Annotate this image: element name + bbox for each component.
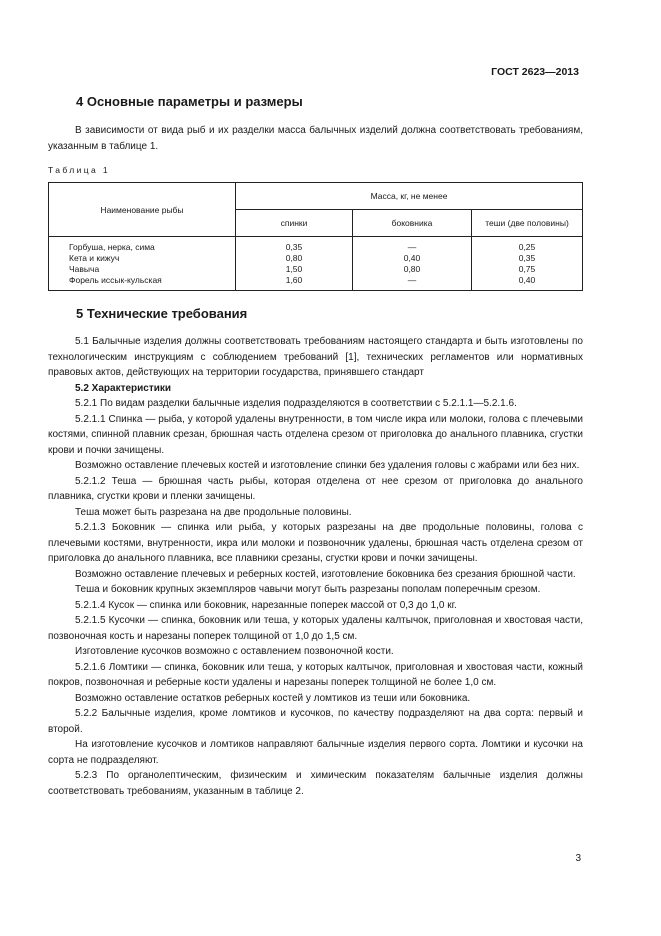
section-4-intro: В зависимости от вида рыб и их разделки масса балычных изделий должна соответствовать требованиям, указанным в таблице 1. <box>48 125 583 152</box>
fish-names-cell <box>49 237 236 291</box>
table-1 <box>48 182 583 291</box>
fish-name: Форель иссык-кульская <box>69 275 162 285</box>
table-value: 0,40 <box>403 253 421 263</box>
paragraph-5-2-1-6: 5.2.1.6 Ломтики — спинка, боковник или теша, у которых калтычок, приголовная и хвостовая части, кожный покров, позвоночная и реберные кости удалены и нарезаны поперек толщиной не более 1,0 см. <box>48 661 583 688</box>
table-value: 0,35 <box>518 253 536 263</box>
table-value: 0,75 <box>518 264 536 274</box>
table-value: 0,80 <box>403 264 421 274</box>
fish-name: Кета и кижуч <box>69 253 120 263</box>
values-col-2 <box>353 237 472 291</box>
paragraph-5-2-1-3: 5.2.1.3 Боковник — спинка или рыба, у которых разрезаны на две продольные половины, голова с плечевыми костями, внутренности, икра или молоки и позвоночник удалены, брюшная часть отделена срезом от приголовка до анального плавника, все плавники срезаны, сгустки крови и почки зачищены. <box>48 522 583 564</box>
table-header-col-2: боковника <box>353 210 472 237</box>
paragraph-5-2-1-2: 5.2.1.2 Теша — брюшная часть рыбы, которая отделена от нее срезом от приголовка до анального плавника, сгустки крови и пленки зачищены. <box>48 475 583 502</box>
table-value: 1,50 <box>285 264 303 274</box>
paragraph-5-2-1-3-note-2: Теша и боковник крупных экземпляров чавычи могут быть разрезаны пополам поперечным срезом. <box>75 584 541 595</box>
table-body-row <box>49 237 583 291</box>
subsection-5-2-title: 5.2 Характеристики <box>75 382 172 394</box>
paragraph-5-2-1-6-note: Возможно оставление остатков реберных костей у ломтиков из теши или боковника. <box>75 692 471 704</box>
table-value: 1,60 <box>285 275 303 285</box>
section-4-title: 4 Основные параметры и размеры <box>76 94 303 109</box>
table-header-name: Наименование рыбы <box>49 183 236 237</box>
fish-name: Горбуша, нерка, сима <box>69 242 155 252</box>
values-col-3 <box>472 237 583 291</box>
paragraph-5-2-1-5: 5.2.1.5 Кусочки — спинка, боковник или теша, у которых удалены калтычок, приголовная и хвостовая части, позвоночная кость и нарезаны поперек толщиной от 1,0 до 1,5 см. <box>48 615 583 642</box>
table-header-col-1: спинки <box>236 210 353 237</box>
paragraph-5-2-1-3-note-1: Возможно оставление плечевых и реберных костей, изготовление боковника без срезания брюшной части. <box>75 568 576 580</box>
table-value: — <box>407 242 417 252</box>
paragraph-5-2-1-4: 5.2.1.4 Кусок — спинка или боковник, нарезанные поперек массой от 0,3 до 1,0 кг. <box>75 599 457 611</box>
paragraph-5-2-3: 5.2.3 По органолептическим, физическим и химическим показателям балычные изделия должны соответствовать требованиям, указанным в таблице 2. <box>48 770 583 797</box>
section-5-title: 5 Технические требования <box>76 306 248 321</box>
values-col-1 <box>236 237 353 291</box>
paragraph-5-2-1: 5.2.1 По видам разделки балычные изделия подразделяются в соответствии с 5.2.1.1—5.2.1.6. <box>75 398 517 409</box>
table-value: 0,35 <box>285 242 303 252</box>
paragraph-5-1: 5.1 Балычные изделия должны соответствовать требованиям настоящего стандарта и быть изготовлены по технологическим инструкциям с соблюдением требований [1], технических регламентов или нормативных правовых актов, действующих на территории государства, принявшего стандарт <box>48 336 583 378</box>
paragraph-5-2-1-2-note: Теша может быть разрезана на две продольные половины. <box>75 506 352 518</box>
paragraph-5-2-1-1-note: Возможно оставление плечевых костей и изготовление спинки без удаления головы с жабрами или без них. <box>75 460 580 471</box>
paragraph-5-2-1-5-note: Изготовление кусочков возможно с оставлением позвоночной кости. <box>75 646 394 657</box>
table-1-caption: Таблица 1 <box>48 165 111 175</box>
table-value: 0,80 <box>285 253 303 263</box>
paragraph-5-2-2: 5.2.2 Балычные изделия, кроме ломтиков и кусочков, по качеству подразделяют на два сорта: первый и второй. <box>48 708 583 735</box>
table-value: 0,25 <box>518 242 536 252</box>
page-number: 3 <box>575 853 581 864</box>
table-header-group: Масса, кг, не менее <box>236 183 583 210</box>
standard-code: ГОСТ 2623—2013 <box>491 66 579 78</box>
table-value: 0,40 <box>518 275 536 285</box>
fish-name: Чавыча <box>69 264 100 274</box>
table-value: — <box>407 275 417 285</box>
paragraph-5-2-1-1: 5.2.1.1 Спинка — рыба, у которой удалены внутренности, в том числе икра или молоки, голова с плечевыми костями, спинной плавник срезан, брюшная часть отделена срезом от приголовка до анального плавника, сгустки крови и почки зачищены. <box>48 413 583 456</box>
section-5-body <box>48 334 583 799</box>
paragraph-5-2-2-note: На изготовление кусочков и ломтиков направляют балычные изделия первого сорта. Ломтики и кусочки на сорта не подразделяют. <box>48 739 583 766</box>
table-header-col-3: теши (две половины) <box>472 210 583 237</box>
